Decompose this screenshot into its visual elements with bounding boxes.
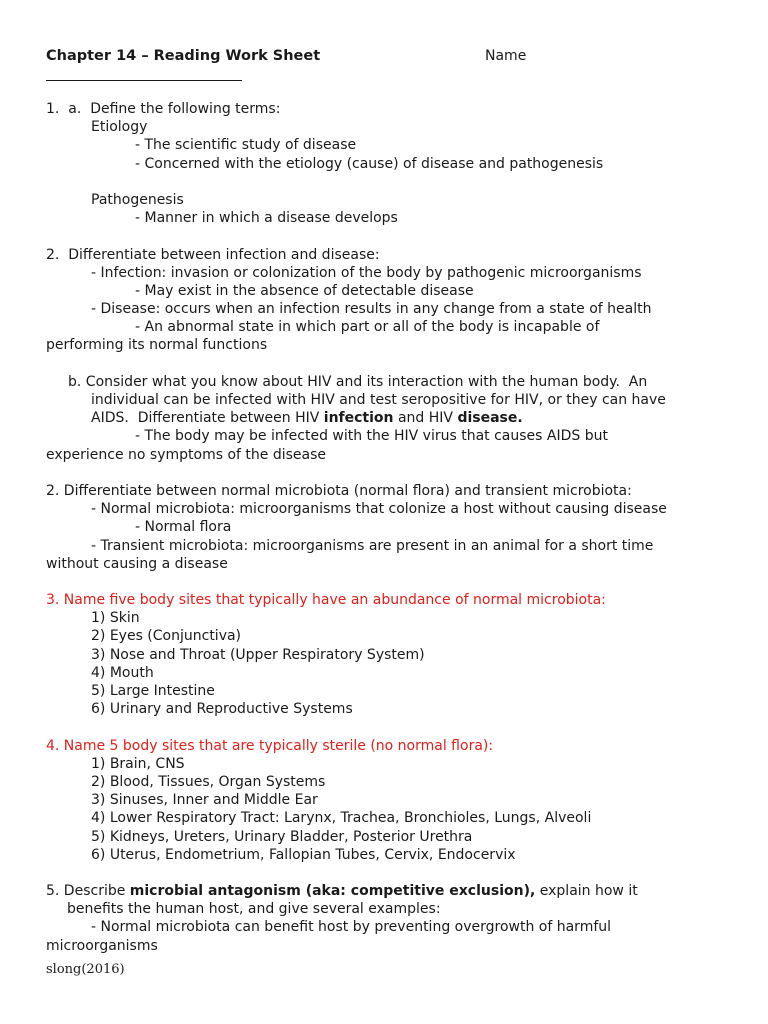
- q4-question: 4. Name 5 body sites that are typically sterile (no normal flora):: [46, 737, 494, 754]
- q3-item: 4) Mouth: [91, 664, 154, 681]
- q2c-intro: 2. Differentiate between normal microbiota (normal flora) and transient microbiota:: [46, 482, 632, 499]
- worksheet-header: [46, 45, 726, 85]
- worksheet-title: Chapter 14 – Reading Work Sheet: [46, 48, 321, 64]
- q3-item: 6) Urinary and Reproductive Systems: [91, 701, 353, 718]
- q2b-answer-1: - The body may be infected with the HIV virus that causes AIDS but: [135, 428, 608, 445]
- q2b-line-3-pre: AIDS. Differentiate between HIV: [91, 410, 324, 427]
- q4-item: 2) Blood, Tissues, Organ Systems: [91, 773, 326, 790]
- q2b-line-3: [46, 409, 726, 427]
- infection-def: - Infection: invasion or colonization of the body by pathogenic microorganisms: [91, 264, 642, 281]
- etiology-def-1: - The scientific study of disease: [135, 137, 357, 154]
- term-etiology: Etiology: [91, 119, 148, 136]
- q5-answer-1: - Normal microbiota can benefit host by preventing overgrowth of harmful: [91, 919, 612, 936]
- q3-item: 2) Eyes (Conjunctiva): [91, 628, 242, 645]
- q2b-line-2: individual can be infected with HIV and test seropositive for HIV, or they can have: [91, 392, 666, 408]
- q3-question: 3. Name five body sites that typically have an abundance of normal microbiota:: [46, 592, 606, 609]
- footer-credit: slong(2016): [46, 962, 125, 977]
- transient-microbiota-def-1: - Transient microbiota: microorganisms are present in an animal for a short time: [91, 537, 654, 554]
- q5-line-1: [46, 882, 726, 900]
- transient-microbiota-def-2: without causing a disease: [46, 555, 228, 572]
- q4-item: 6) Uterus, Endometrium, Fallopian Tubes, Cervix, Endocervix: [91, 846, 516, 863]
- q5-answer-2: microorganisms: [46, 937, 158, 954]
- q5-line-1-post: explain how it: [535, 883, 638, 900]
- q5-bold-term: microbial antagonism (aka: competitive exclusion),: [129, 883, 536, 900]
- normal-microbiota-def: - Normal microbiota: microorganisms that colonize a host without causing disease: [91, 501, 667, 518]
- q2b-bold-infection: infection: [323, 410, 394, 427]
- q4-item: 4) Lower Respiratory Tract: Larynx, Trachea, Bronchioles, Lungs, Alveoli: [91, 810, 592, 827]
- name-label: Name: [485, 48, 527, 64]
- q3-item: 1) Skin: [91, 610, 140, 627]
- q1-intro: 1. a. Define the following terms:: [46, 101, 281, 117]
- name-blank-line: [46, 80, 242, 81]
- disease-sub-2: performing its normal functions: [46, 337, 268, 354]
- q4-item: 1) Brain, CNS: [91, 755, 185, 772]
- disease-sub-1: - An abnormal state in which part or all of the body is incapable of: [135, 319, 600, 336]
- disease-def: - Disease: occurs when an infection results in any change from a state of health: [91, 301, 652, 318]
- q2b-answer-2: experience no symptoms of the disease: [46, 446, 327, 463]
- q5-line-1-pre: 5. Describe: [46, 883, 130, 900]
- normal-microbiota-sub: - Normal flora: [135, 519, 232, 536]
- q2-intro: 2. Differentiate between infection and disease:: [46, 246, 380, 263]
- pathogenesis-def-1: - Manner in which a disease develops: [135, 210, 398, 227]
- q2b-line-3-mid: and HIV: [393, 410, 458, 427]
- term-pathogenesis: Pathogenesis: [91, 191, 184, 208]
- q5-line-2: benefits the human host, and give several examples:: [67, 901, 441, 918]
- etiology-def-2: - Concerned with the etiology (cause) of disease and pathogenesis: [135, 155, 604, 172]
- q3-item: 3) Nose and Throat (Upper Respiratory System): [91, 646, 425, 663]
- q3-item: 5) Large Intestine: [91, 683, 215, 699]
- q2b-bold-disease: disease.: [457, 410, 523, 427]
- q4-item: 5) Kidneys, Ureters, Urinary Bladder, Posterior Urethra: [91, 828, 473, 845]
- q4-item: 3) Sinuses, Inner and Middle Ear: [91, 792, 318, 809]
- infection-sub: - May exist in the absence of detectable disease: [135, 282, 474, 299]
- q2b-line-1: b. Consider what you know about HIV and its interaction with the human body. An: [68, 373, 648, 390]
- worksheet-body: [46, 100, 726, 955]
